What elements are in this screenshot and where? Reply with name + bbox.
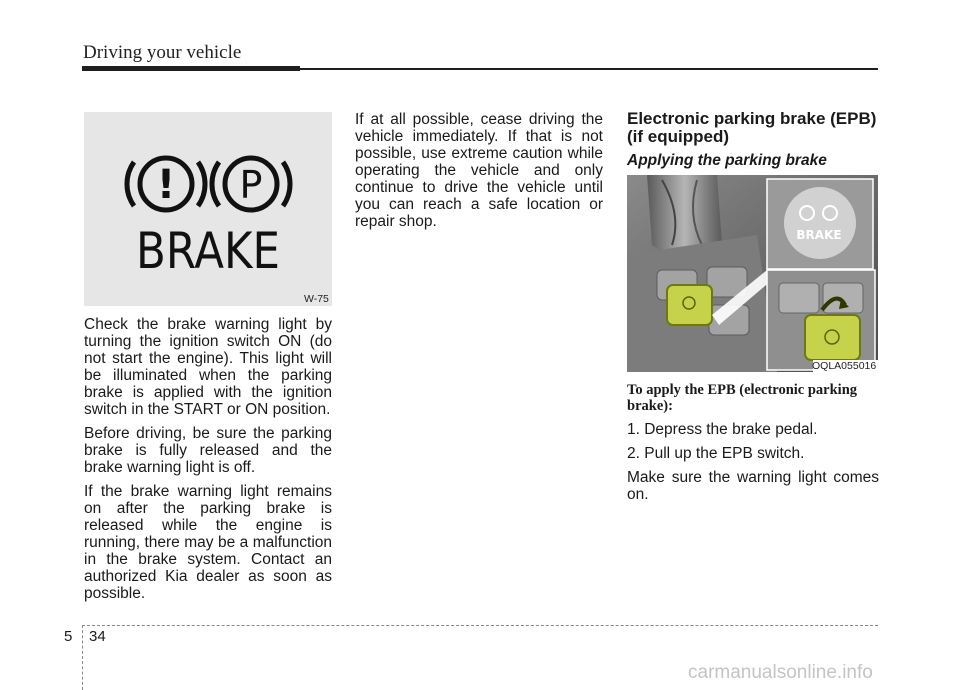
- header-rule-thick: [82, 66, 300, 71]
- step-item: 1. Depress the brake pedal.: [627, 421, 818, 438]
- header-rule-thin: [300, 68, 878, 70]
- brake-warning-light-icon: [84, 112, 332, 306]
- procedure-steps: [627, 421, 879, 510]
- inset-brake-label: BRAKE: [796, 228, 842, 242]
- page-number: 34: [89, 628, 106, 645]
- photo-code: OQLA055016: [812, 360, 877, 372]
- column1-text: [84, 316, 332, 609]
- chapter-number: 5: [64, 628, 73, 645]
- exclamation-glyph: !: [156, 162, 176, 208]
- paragraph: Before driving, be sure the parking brake is fully released and the brake warning light is off.: [84, 425, 332, 476]
- watermark: carmanualsonline.info: [688, 662, 873, 683]
- page-header-title: Driving your vehicle: [83, 42, 242, 63]
- step-item: 2. Pull up the EPB switch.: [627, 445, 805, 462]
- procedure-title: To apply the EPB (electronic parking brake):: [627, 382, 858, 414]
- paragraph: If at all possible, cease driving the vehicle immediately. If that is not possible, use extreme caution while operating the vehicle and only continue to drive the vehicle until you can reach a safe location or repair shop.: [355, 111, 603, 230]
- figure-code: W-75: [304, 293, 329, 305]
- footer-rule: [82, 625, 878, 626]
- section-subheading: Applying the parking brake: [627, 152, 827, 169]
- epb-switch-illustration: [627, 175, 878, 372]
- brake-label: BRAKE: [136, 222, 280, 280]
- paragraph: If the brake warning light remains on after the parking brake is released while the engine is running, there may be a malfunction in the brake system. Contact an authorized Kia dealer as soon as possible.: [84, 483, 332, 602]
- epb-console-photo: [627, 175, 878, 372]
- column2-text: [355, 111, 603, 237]
- paragraph: Check the brake warning light by turning the ignition switch ON (do not start the engine). This light will be illuminated when the parking brake is applied with the ignition switch in the START or ON position.: [84, 316, 332, 418]
- park-glyph: P: [239, 163, 263, 207]
- section-heading: Electronic parking brake (EPB) (if equipped): [627, 109, 877, 146]
- brake-warning-figure: [84, 112, 332, 306]
- footer-vertical-rule: [82, 625, 83, 690]
- procedure-note: Make sure the warning light comes on.: [627, 469, 879, 503]
